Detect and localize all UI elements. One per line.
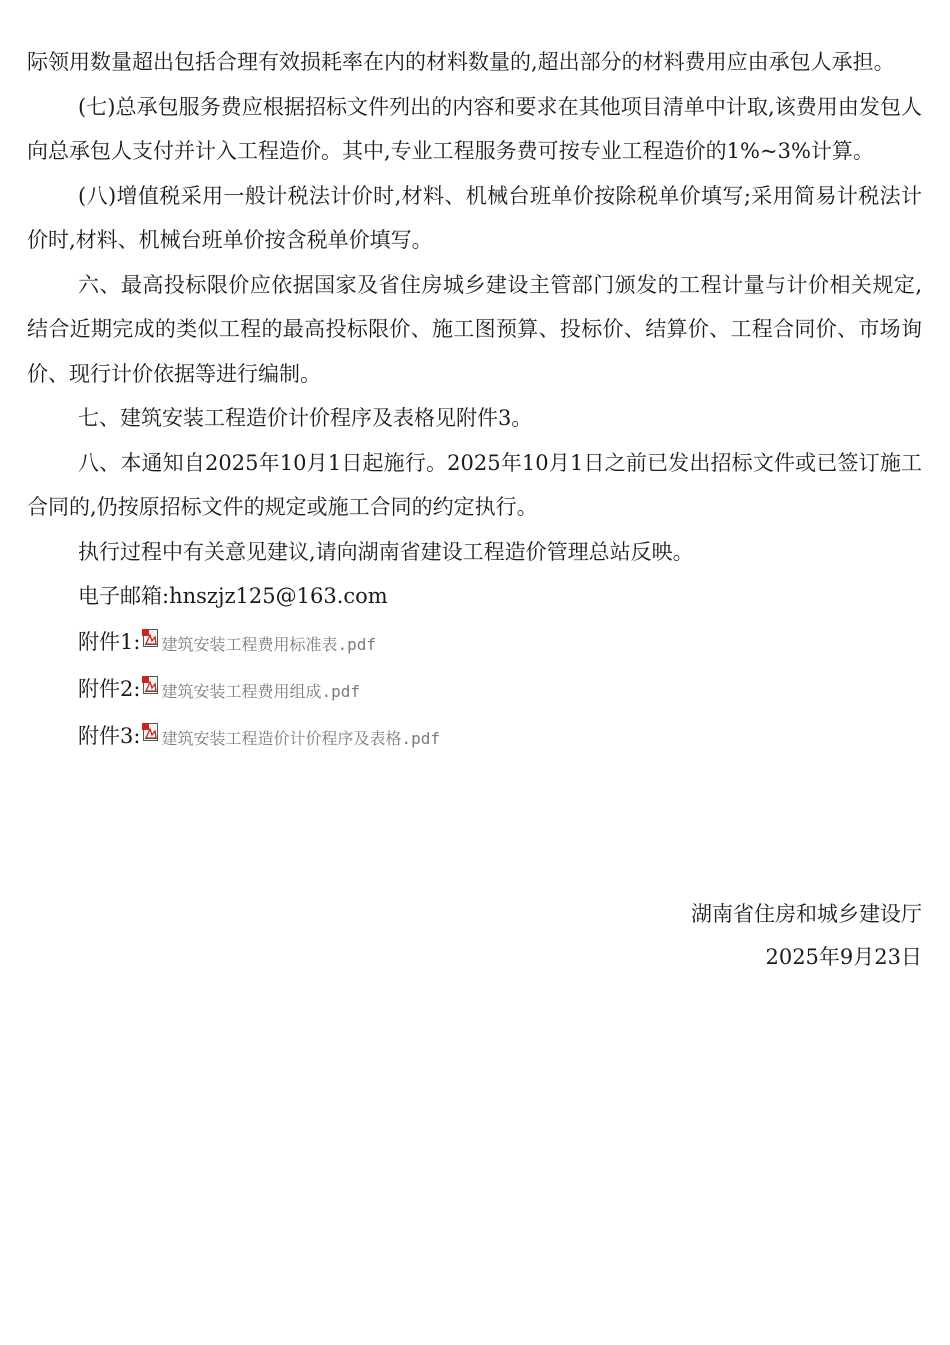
attachment-link-3[interactable] bbox=[140, 713, 440, 760]
paragraph-effective-date: 八、本通知自2025年10月1日起施行。2025年10月1日之前已发出招标文件或已签订施工合同的,仍按原招标文件的规定或施工合同的约定执行。 bbox=[27, 450, 922, 519]
pdf-icon bbox=[142, 676, 160, 695]
pdf-icon bbox=[142, 723, 160, 742]
paragraph-material-overuse: 际领用数量超出包括合理有效损耗率在内的材料数量的,超出部分的材料费用应由承包人承担。 bbox=[27, 50, 895, 74]
attachment-link-1[interactable] bbox=[140, 619, 376, 666]
paragraph-pricing-procedure: 七、建筑安装工程造价计价程序及表格见附件3。 bbox=[78, 406, 533, 430]
attachment-label: 附件2: bbox=[78, 676, 141, 701]
attachment-row-2 bbox=[27, 666, 922, 713]
paragraph-vat-pricing: (八)增值税采用一般计税法计价时,材料、机械台班单价按除税单价填写;采用简易计税法计价时,材料、机械台班单价按含税单价填写。 bbox=[27, 183, 922, 252]
attachment-filename: 建筑安装工程造价计价程序及表格.pdf bbox=[161, 728, 440, 748]
pdf-icon bbox=[142, 629, 160, 648]
attachment-label: 附件3: bbox=[78, 723, 141, 748]
contact-email: 电子邮箱:hnszjz125@163.com bbox=[78, 584, 388, 608]
attachment-filename: 建筑安装工程费用组成.pdf bbox=[161, 681, 360, 701]
document-body bbox=[27, 40, 922, 760]
attachment-row-1 bbox=[27, 619, 922, 666]
paragraph-general-contract-service-fee: (七)总承包服务费应根据招标文件列出的内容和要求在其他项目清单中计取,该费用由发包人向总承包人支付并计入工程造价。其中,专业工程服务费可按专业工程造价的1%~3%计算。 bbox=[27, 94, 922, 163]
attachment-filename: 建筑安装工程费用标准表.pdf bbox=[161, 634, 376, 654]
issue-date: 2025年9月23日 bbox=[765, 945, 922, 969]
attachment-label: 附件1: bbox=[78, 629, 141, 654]
paragraph-max-bid-limit: 六、最高投标限价应依据国家及省住房城乡建设主管部门颁发的工程计量与计价相关规定,结合近期完成的类似工程的最高投标限价、施工图预算、投标价、结算价、工程合同价、市场询价、现行计价依据等进行编制。 bbox=[27, 272, 922, 386]
issuer-name: 湖南省住房和城乡建设厅 bbox=[691, 902, 922, 926]
signature-block bbox=[691, 893, 922, 979]
paragraph-feedback: 执行过程中有关意见建议,请向湖南省建设工程造价管理总站反映。 bbox=[78, 539, 694, 564]
attachment-row-3 bbox=[27, 713, 922, 760]
attachment-link-2[interactable] bbox=[140, 666, 360, 713]
